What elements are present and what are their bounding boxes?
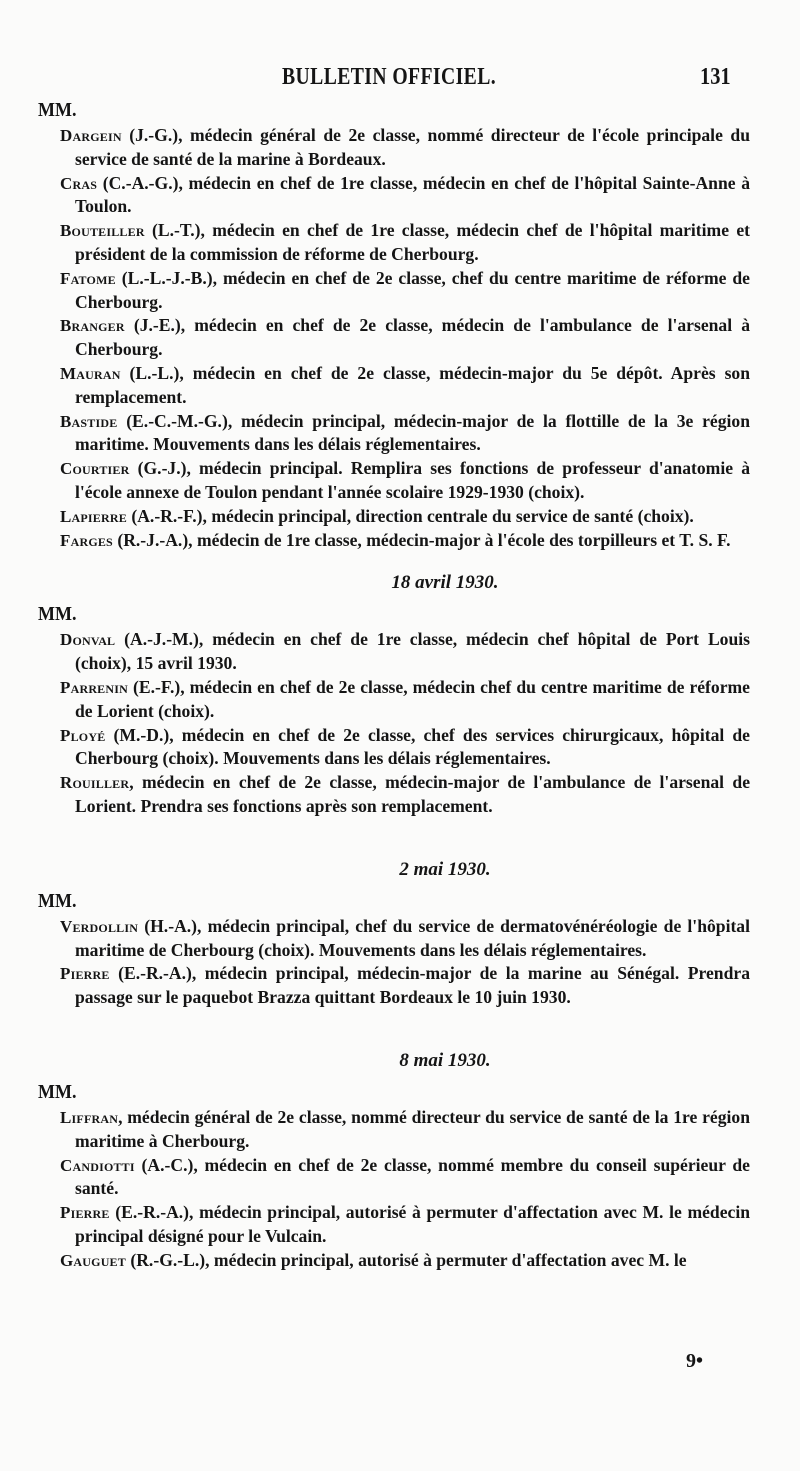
- officer-name: Ployé: [60, 725, 106, 745]
- entry-text: (R.-G.-L.), médecin principal, autorisé à permuter d'affectation avec M. le: [125, 1249, 687, 1270]
- salutation: MM.: [38, 1080, 77, 1103]
- entry-text: (A.-C.), médecin en chef de 2e classe, nommé membre du conseil supérieur de santé.: [75, 1154, 750, 1199]
- officer-name: Pierre: [60, 1203, 110, 1223]
- entry-text: (J.-G.), médecin général de 2e classe, nommé directeur de l'école principale du service de santé de la marine à Bordeaux.: [75, 125, 750, 169]
- section-date: 2 mai 1930.: [399, 858, 491, 880]
- section-date: 8 mai 1930.: [399, 1049, 491, 1071]
- entry-text: (E.-R.-A.), médecin principal, autorisé à permuter d'affectation avec M. le médecin principal désigné pour le Vulcain.: [75, 1202, 750, 1246]
- appointment-entry: [60, 505, 750, 529]
- appointment-entry: [60, 219, 750, 267]
- appointment-entry: [60, 1201, 750, 1249]
- officer-name: Bouteiller: [60, 221, 145, 241]
- entry-text: , médecin en chef de 2e classe, médecin-major de l'ambulance de l'arsenal de Lorient. Prendra ses fonctions après son remplacement.: [75, 772, 750, 816]
- entry-text: (A.-R.-F.), médecin principal, direction centrale du service de santé (choix).: [126, 505, 694, 526]
- section-date: 18 avril 1930.: [391, 572, 499, 594]
- appointment-entry: [60, 314, 750, 362]
- appointment-entry: [60, 410, 750, 458]
- officer-name: Dargein: [60, 126, 122, 145]
- section: [0, 572, 800, 818]
- entry-text: (A.-J.-M.), médecin en chef de 1re classe, médecin chef hôpital de Port Louis (choix), 15 avril 1930.: [75, 629, 750, 674]
- officer-name: Farges: [60, 530, 113, 550]
- salutation: MM.: [38, 889, 77, 912]
- officer-name: Rouiller: [60, 773, 130, 793]
- officer-name: Gauguet: [60, 1250, 126, 1270]
- entry-text: (L.-L.-J.-B.), médecin en chef de 2e classe, chef du centre maritime de réforme de Cherbourg.: [75, 267, 750, 312]
- officer-name: Lapierre: [60, 506, 127, 526]
- appointment-entry: [60, 267, 750, 315]
- appointment-entry: [60, 1106, 750, 1154]
- officer-name: Donval: [60, 630, 116, 650]
- appointment-entry: [60, 915, 750, 963]
- entry-text: (H.-A.), médecin principal, chef du service de dermatovénéréologie de l'hôpital maritime de Cherbourg (choix). Mouvements dans les délais réglementaires.: [75, 915, 750, 960]
- appointment-entry: [60, 771, 750, 819]
- page-number: 131: [700, 64, 731, 90]
- officer-name: Candiotti: [60, 1155, 135, 1175]
- appointment-entry: [60, 676, 750, 724]
- entry-text: (E.-C.-M.-G.), médecin principal, médecin-major de la flottille de la 3e région maritime. Mouvements dans les délais réglementaires.: [75, 410, 750, 455]
- officer-name: Cras: [60, 173, 98, 193]
- appointment-entry: [60, 172, 750, 220]
- document-body: [0, 96, 800, 1272]
- section: [0, 96, 800, 552]
- entry-text: (J.-E.), médecin en chef de 2e classe, médecin de l'ambulance de l'arsenal à Cherbourg.: [75, 315, 750, 360]
- entry-text: (L.-T.), médecin en chef de 1re classe, médecin chef de l'hôpital maritime et président de la commission de réforme de Cherbourg.: [75, 220, 750, 264]
- appointment-entry: [60, 1249, 750, 1273]
- officer-name: Liffran: [60, 1107, 119, 1127]
- officer-name: Parrenin: [60, 677, 128, 697]
- appointment-entry: [60, 724, 750, 772]
- appointment-entry: [60, 529, 750, 553]
- officer-name: Branger: [60, 316, 125, 336]
- appointment-entry: [60, 457, 750, 505]
- officer-name: Mauran: [60, 363, 121, 383]
- entry-text: (E.-F.), médecin en chef de 2e classe, médecin chef du centre maritime de réforme de Lorient (choix).: [75, 676, 750, 721]
- page-header: [0, 64, 800, 94]
- entry-text: (M.-D.), médecin en chef de 2e classe, chef des services chirurgicaux, hôpital de Cherbourg (choix). Mouvements dans les délais réglementaires.: [75, 724, 750, 769]
- entry-text: (L.-L.), médecin en chef de 2e classe, médecin-major du 5e dépôt. Après son remplacement.: [75, 362, 750, 407]
- entry-text: (E.-R.-A.), médecin principal, médecin-major de la marine au Sénégal. Prendra passage sur le paquebot Brazza quittant Bordeaux le 10 juin 1930.: [75, 963, 750, 1008]
- appointment-entry: [60, 1154, 750, 1202]
- officer-name: Verdollin: [60, 916, 139, 936]
- entry-text: , médecin général de 2e classe, nommé directeur du service de santé de la 1re région maritime à Cherbourg.: [75, 1106, 750, 1151]
- appointment-entry: [60, 962, 750, 1010]
- appointment-entry: [60, 362, 750, 410]
- officer-name: Pierre: [60, 964, 110, 984]
- salutation: MM.: [38, 99, 77, 121]
- section: [0, 859, 800, 1010]
- salutation: MM.: [38, 603, 77, 626]
- appointment-entry: [60, 628, 750, 676]
- appointment-entry: [60, 124, 750, 172]
- entry-text: (G.-J.), médecin principal. Remplira ses fonctions de professeur d'anatomie à l'école annexe de Toulon pendant l'année scolaire 1929-1930 (choix).: [75, 458, 750, 502]
- officer-name: Courtier: [60, 459, 130, 479]
- entry-text: (C.-A.-G.), médecin en chef de 1re classe, médecin en chef de l'hôpital Sainte-Anne à Toulon.: [75, 172, 750, 217]
- officer-name: Bastide: [60, 411, 118, 431]
- officer-name: Fatome: [60, 268, 116, 288]
- section: [0, 1050, 800, 1273]
- signature-mark: 9•: [686, 1350, 704, 1372]
- bulletin-title: BULLETIN OFFICIEL.: [282, 64, 497, 90]
- entry-text: (R.-J.-A.), médecin de 1re classe, médecin-major à l'école des torpilleurs et T. S. F.: [112, 529, 731, 550]
